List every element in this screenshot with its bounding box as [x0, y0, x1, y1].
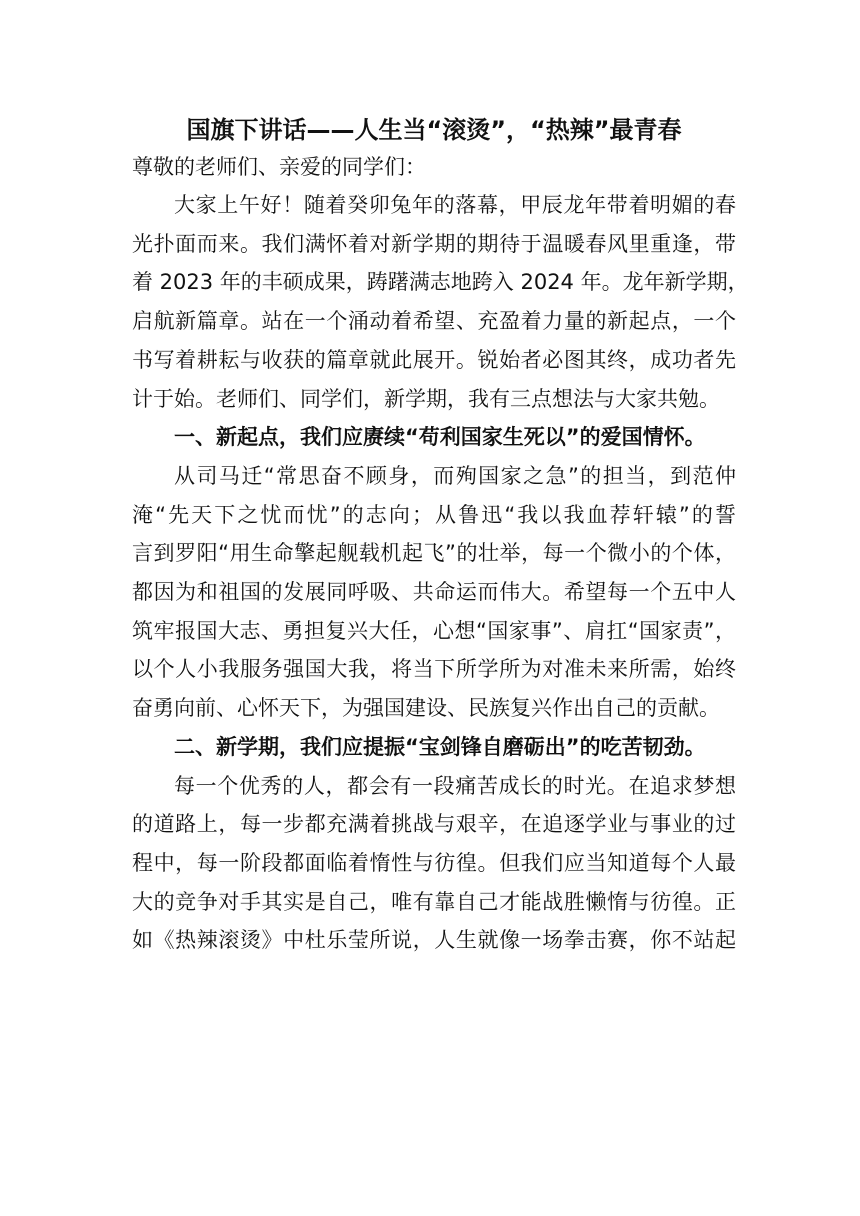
- paragraph-line: 以个人小我服务强国大我，将当下所学所为对准未来所需，始终: [132, 657, 736, 682]
- paragraph-3: [132, 767, 736, 961]
- paragraph-1: [132, 186, 749, 418]
- paragraph-line: 都因为和祖国的发展同呼吸、共命运而伟大。希望每一个五中人: [132, 580, 736, 605]
- paragraph-line: 程中，每一阶段都面临着惰性与彷徨。但我们应当知道每个人最: [132, 850, 736, 875]
- paragraph-line: 如《热辣滚烫》中杜乐莹所说，人生就像一场拳击赛，你不站起: [132, 928, 736, 953]
- paragraph-line: 计于始。老师们、同学们，新学期，我有三点想法与大家共勉。: [132, 386, 720, 411]
- paragraph-line: 大的竞争对手其实是自己，唯有靠自己才能战胜懒惰与彷徨。正: [132, 889, 736, 914]
- paragraph-line: 书写着耕耘与收获的篇章就此展开。锐始者必图其终，成功者先: [132, 347, 736, 372]
- paragraph-line: 着 2023 年的丰硕成果，踌躇满志地跨入 2024 年。龙年新学期，: [132, 270, 749, 295]
- paragraph-line: 大家上午好！随着癸卯兔年的落幕，甲辰龙年带着明媚的春: [174, 193, 736, 217]
- paragraph-line: 从司马迁“常思奋不顾身，而殉国家之急”的担当，到范仲: [174, 463, 736, 488]
- paragraph-line: 筑牢报国大志、勇担复兴大任，心想“国家事”、肩扛“国家责”，: [132, 618, 736, 643]
- section-heading-2: 二、新学期，我们应提振“宝剑锋自磨砺出”的吃苦韧劲。: [174, 734, 706, 759]
- paragraph-line: 每一个优秀的人，都会有一段痛苦成长的时光。在追求梦想: [174, 773, 736, 798]
- paragraph-line: 启航新篇章。站在一个涌动着希望、充盈着力量的新起点，一个: [132, 309, 736, 334]
- paragraph-line: 的道路上，每一步都充满着挑战与艰辛，在追逐学业与事业的过: [132, 812, 736, 837]
- paragraph-line: 光扑面而来。我们满怀着对新学期的期待于温暖春风里重逢，带: [132, 231, 736, 256]
- paragraph-line: 言到罗阳“用生命擎起舰载机起飞”的壮举，每一个微小的个体，: [132, 541, 736, 566]
- salutation: 尊敬的老师们、亲爱的同学们：: [132, 155, 426, 179]
- paragraph-line: 奋勇向前、心怀天下，为强国建设、民族复兴作出自己的贡献。: [132, 696, 720, 721]
- section-heading-1: 一、新起点，我们应赓续“苟利国家生死以”的爱国情怀。: [174, 425, 706, 450]
- paragraph-2: [132, 457, 736, 728]
- paragraph-line: 淹“先天下之忧而忧”的志向；从鲁迅“我以我血荐轩辕”的誓: [132, 502, 736, 527]
- document-page: [132, 112, 749, 960]
- document-title: 国旗下讲话——人生当“滚烫”，“热辣”最青春: [186, 116, 682, 144]
